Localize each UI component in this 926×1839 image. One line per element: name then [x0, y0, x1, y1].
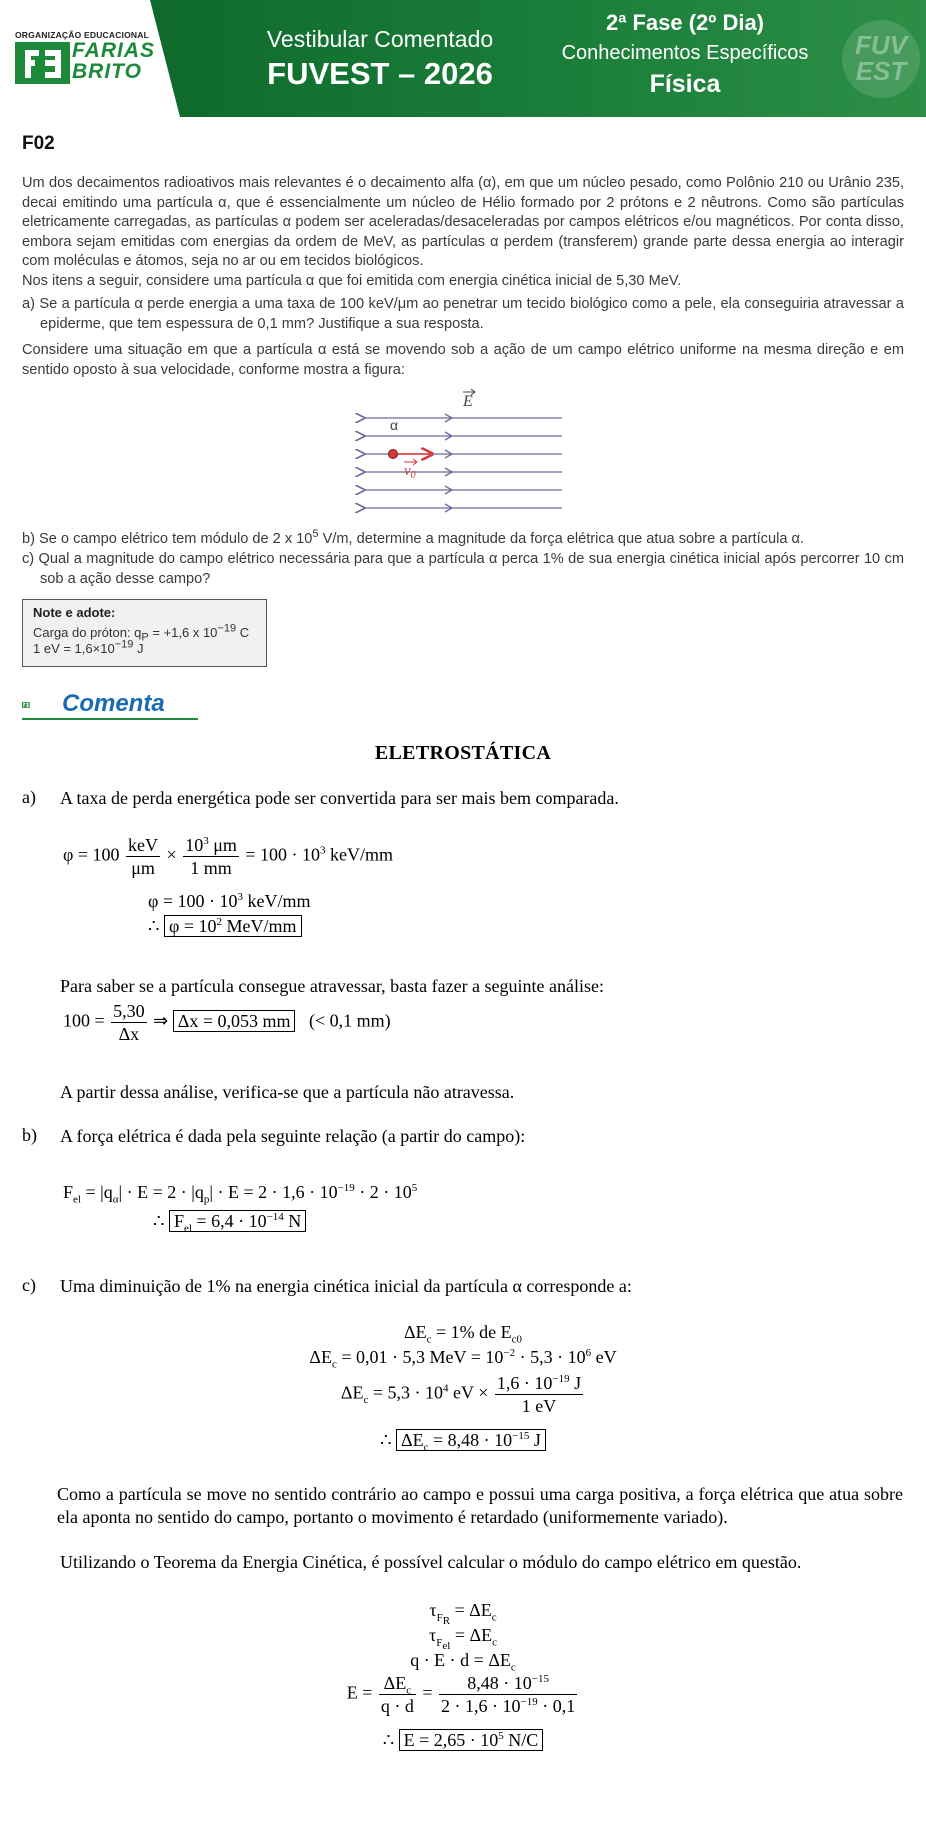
note-box: [22, 599, 267, 667]
question-paragraph-3: Considere uma situação em que a partícula α está se movendo sob a ação de um campo elétrico uniforme na mesma direção e em sentido oposto à sua velocidade, conforme mostra a figura:: [22, 342, 904, 378]
note-line-1: Carga do próton: $q_P = +1,6$ x $10^{-19}$ C: [33, 622, 250, 644]
equation-c-6: $\tau_{F_{el}} = \Delta E_c$: [429, 1625, 497, 1652]
solution-c-text-2: Utilizando o Teorema da Energia Cinética, é possível calcular o módulo do campo elétrico em questão.: [60, 1552, 802, 1572]
equation-c-5: $\tau_{F_R} = \Delta E_c$: [429, 1600, 497, 1627]
equation-c-8: E = $\frac{\Delta E_c}{q \cdot d}$ = $\frac{8,48 \cdot 10^{-15}}{2 \cdot 1,6 \cdot 10^{-19} \cdot 0,1}$: [346, 1673, 576, 1716]
page-header: [0, 0, 926, 117]
note-line-2: 1 eV = $1,6\times 10^{-19}$ J: [33, 638, 144, 656]
equation-c-9: ∴ $E = 2,65 \cdot 10^5$ N/C: [0, 1728, 926, 1752]
question-item-a: a) Se a partícula α perde energia a uma taxa de 100 keV/μm ao penetrar um tecido biológico como a pele, ela conseguiria atravessar a epiderme, que tem espessura de 0,1 mm? Justifique a sua resposta.: [22, 296, 904, 332]
equation-a-4: 100 = $\frac{5,30}{\Delta x}$ ⇒ Δx = 0,053 mm (< 0,1 mm): [63, 1001, 391, 1044]
solution-b-label: b): [22, 1125, 37, 1145]
header-phase: 2ª Fase (2º Dia): [605, 10, 765, 35]
solution-a-label: a): [22, 787, 36, 807]
org-name: FARIAS BRITO: [72, 39, 156, 83]
equation-a-3: ∴ $\varphi = 10^2$ MeV/mm: [148, 915, 302, 937]
solution-b-intro: A força elétrica é dada pela seguinte relação (a partir do campo):: [60, 1126, 526, 1146]
field-label: E: [463, 393, 473, 410]
equation-b-2: ∴ $F_{el} = 6,4 \cdot 10^{-14}$ N: [153, 1210, 306, 1232]
solution-title: ELETROSTÁTICA: [374, 742, 552, 764]
note-title: Note e adote:: [33, 605, 116, 620]
question-item-b: b) Se o campo elétrico tem módulo de 2 x $10^5$ V/m, determine a magnitude da força elétrica que atua sobre a partícula α.: [22, 528, 804, 547]
electric-field-figure: [350, 384, 580, 524]
solution-a-analysis: Para saber se a partícula consegue atravessar, basta fazer a seguinte análise:: [60, 976, 605, 996]
question-paragraph-2: Nos itens a seguir, considere uma partícula α que foi emitida com energia cinética inicial de 5,30 MeV.: [22, 273, 682, 289]
equation-c-3: $\Delta E_c = 5,3 \cdot 10^4$ eV × $\frac{1,6 \cdot 10^{-19} J}{1 eV}$: [340, 1373, 582, 1416]
equation-c-2: $\Delta E_c = 0,01 \cdot 5,3$ MeV = $10^{-2} \cdot 5,3 \cdot 10^6$ eV: [309, 1347, 617, 1371]
question-item-c: c) Qual a magnitude do campo elétrico necessária para que a partícula α perca 1% de sua energia cinética inicial após percorrer 10 cm sob a ação desse campo?: [22, 551, 904, 587]
equation-a-2: $\varphi = 100 \cdot 10^3$ keV/mm: [148, 891, 311, 911]
equation-a-1: φ = 100 $\frac{\text{keV}}{\mu m}$ × $\frac{10^3 \mu m}{1 mm}$ = $100 \cdot 10^3$ keV/mm: [63, 835, 394, 878]
header-subject: Física: [649, 70, 721, 98]
question-paragraph-1: Um dos decaimentos radioativos mais relevantes é o decaimento alfa (α), em que um núcleo pesado, como Polônio 210 ou Urânio 235, decai emitindo uma partícula α, que é essencialmente um núcleo de Hélio formado por 2 prótons e 2 nêutrons. Como são partículas eletricamente carregadas, as partículas α podem ser aceleradas/desaceleradas por campos elétricos e/ou magnéticos. Por conta disso, embora sejam emitidas com energias da ordem de MeV, as partículas α perdem (transferem) grande parte dessa energia ao interagir com moléculas e átomos, seja no ar ou em tecidos biológicos.: [22, 175, 904, 269]
velocity-label: $v_0$: [404, 463, 416, 481]
comenta-underline: [22, 718, 198, 720]
solution-c-intro: Uma diminuição de 1% na energia cinética inicial da partícula α corresponde a:: [60, 1276, 632, 1296]
equation-c-1: $\Delta E_c = 1\%$ de $E_{c0}$: [404, 1322, 522, 1346]
header-title: FUVEST – 2026: [267, 56, 493, 91]
equation-c-4: ∴ $\Delta E_c = 8,48 \cdot 10^{-15}$ J: [0, 1428, 926, 1452]
comenta-label: Comenta: [62, 690, 165, 717]
solution-a-conclusion: A partir dessa análise, verifica-se que a partícula não atravessa.: [60, 1082, 515, 1102]
solution-c-label: c): [22, 1275, 36, 1295]
solution-a-intro: A taxa de perda energética pode ser convertida para ser mais bem comparada.: [60, 788, 619, 808]
equation-b-1: $F_{el} = |q_\alpha| \cdot E = 2 \cdot |q_p| \cdot E = 2 \cdot 1,6 \cdot 10^{-19} \cdot 2 \cdot 10^5$: [63, 1182, 418, 1206]
fuvest-seal-icon: FUV EST: [842, 20, 920, 98]
question-id: F02: [22, 133, 55, 154]
org-label: ORGANIZAÇÃO EDUCACIONAL: [15, 30, 149, 40]
header-section: Conhecimentos Específicos: [561, 42, 809, 64]
alpha-label: α: [390, 417, 399, 433]
solution-c-text-1: Como a partícula se move no sentido contrário ao campo e possui uma carga positiva, a força elétrica que atua sobre ela aponta no sentido do campo, portanto o movimento é retardado (uniformemente variado).: [57, 1484, 903, 1527]
header-subtitle: Vestibular Comentado: [266, 26, 494, 52]
alpha-particle: [389, 450, 398, 459]
comenta-logo-icon: [22, 690, 60, 720]
equation-c-7: $q \cdot E \cdot d = \Delta E_c$: [410, 1650, 516, 1674]
farias-brito-logo-icon: [15, 42, 70, 84]
